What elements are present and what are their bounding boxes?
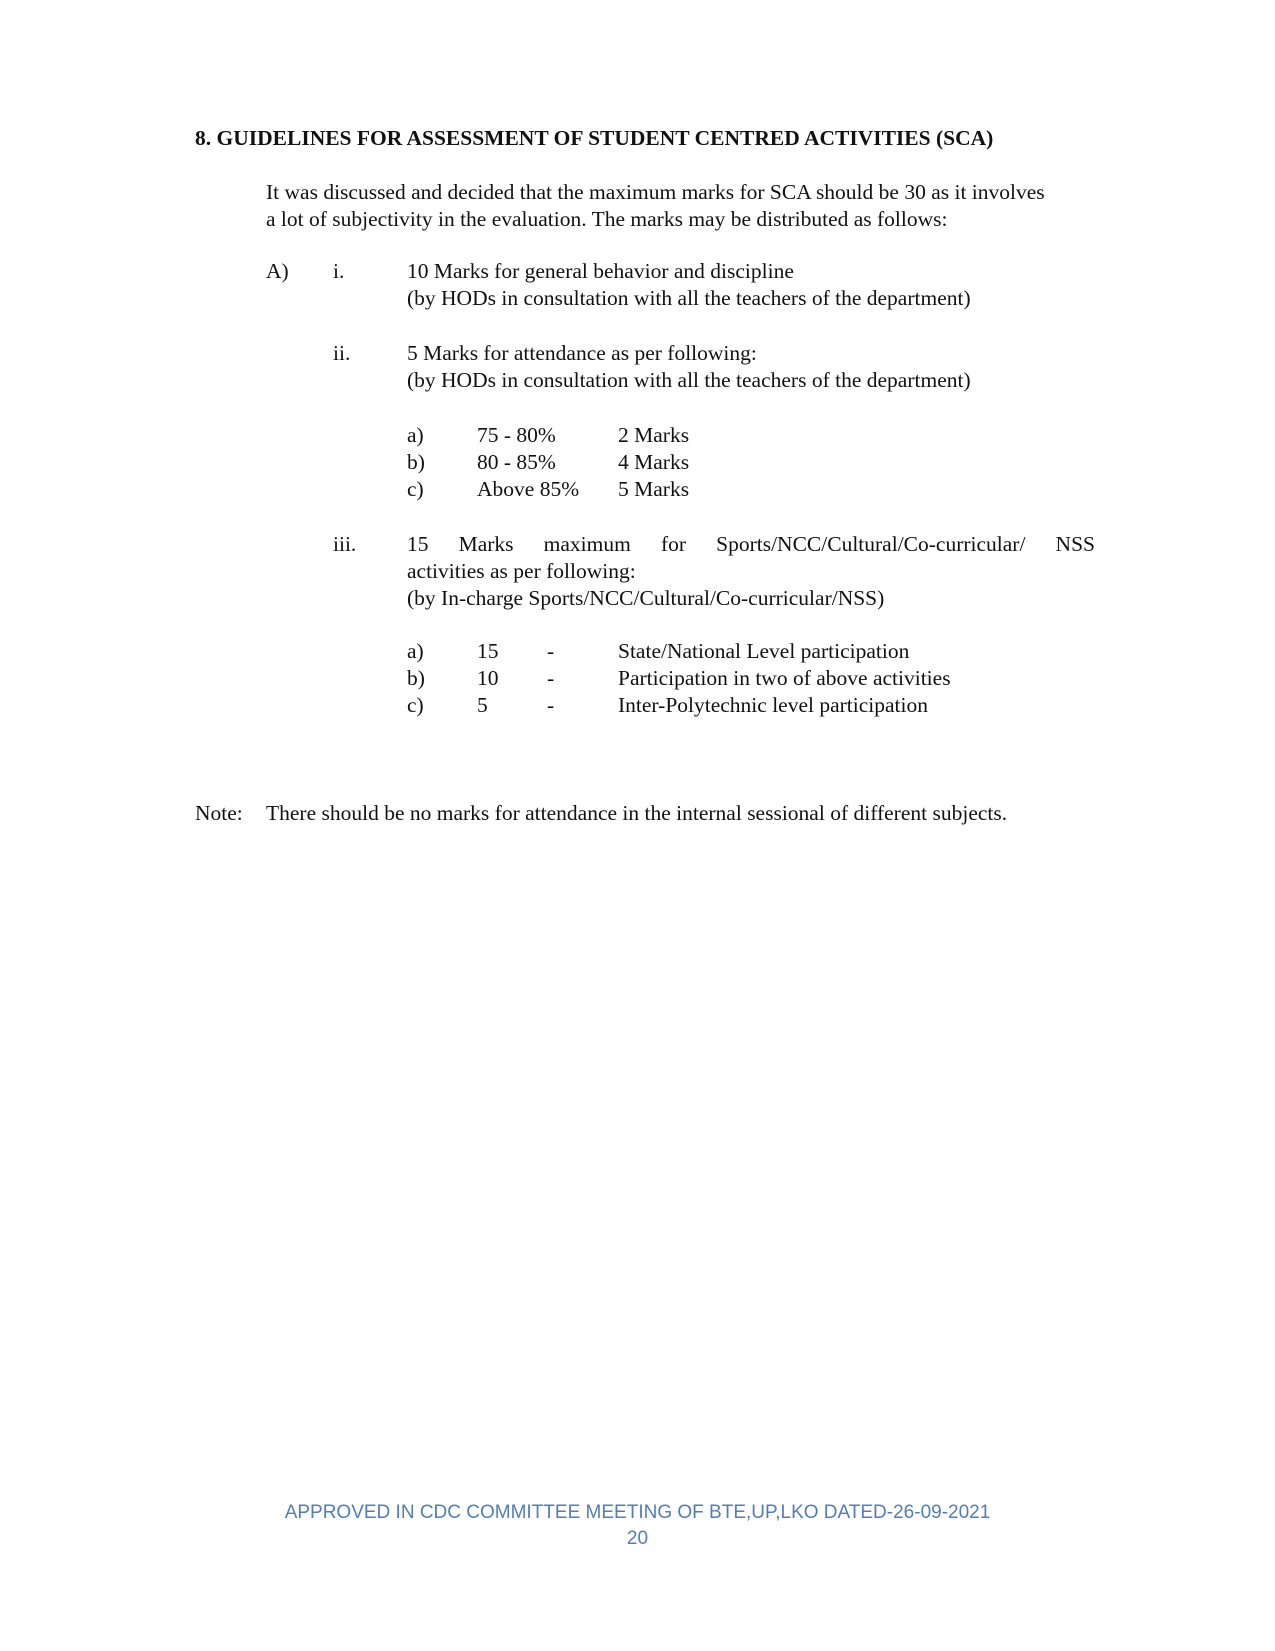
activity-row-a-dash: - bbox=[547, 639, 555, 663]
item-i-number: i. bbox=[333, 259, 345, 283]
activity-row-a-marks: 15 bbox=[477, 639, 499, 663]
item-i-line-2: (by HODs in consultation with all the teachers of the department) bbox=[407, 286, 971, 310]
attendance-row-c-letter: c) bbox=[407, 477, 424, 501]
activity-row-b-dash: - bbox=[547, 666, 555, 690]
activity-row-c-letter: c) bbox=[407, 693, 424, 717]
attendance-row-b-marks: 4 Marks bbox=[618, 450, 690, 474]
activity-row-c-marks: 5 bbox=[477, 693, 488, 717]
note-text: There should be no marks for attendance in the internal sessional of different subjects. bbox=[266, 801, 1008, 825]
intro-line-1: It was discussed and decided that the maximum marks for SCA should be 30 as it involves bbox=[266, 180, 1045, 204]
item-ii-number: ii. bbox=[333, 341, 351, 365]
attendance-row-a-letter: a) bbox=[407, 423, 424, 447]
attendance-row-b-letter: b) bbox=[407, 450, 425, 474]
activity-row-b-marks: 10 bbox=[477, 666, 499, 690]
footer-approval: APPROVED IN CDC COMMITTEE MEETING OF BTE,UP,LKO DATED-26-09-2021 bbox=[284, 1502, 991, 1523]
intro-line-2: a lot of subjectivity in the evaluation. The marks may be distributed as follows: bbox=[266, 207, 948, 231]
activity-row-b-letter: b) bbox=[407, 666, 425, 690]
item-i-line-1: 10 Marks for general behavior and discipline bbox=[407, 259, 794, 283]
intro-paragraph bbox=[266, 179, 1096, 233]
attendance-row-b-range: 80 - 85% bbox=[477, 450, 556, 474]
item-iii-line-3: (by In-charge Sports/NCC/Cultural/Co-curricular/NSS) bbox=[407, 586, 885, 610]
activity-row-a-letter: a) bbox=[407, 639, 424, 663]
part-a-label: A) bbox=[266, 259, 289, 283]
item-iii-line-1: 15 Marks maximum for Sports/NCC/Cultural/Co-curricular/ NSS bbox=[407, 532, 1095, 556]
activity-row-b-desc: Participation in two of above activities bbox=[618, 666, 951, 690]
activity-row-c-dash: - bbox=[547, 693, 555, 717]
item-iii-line-2: activities as per following: bbox=[407, 559, 636, 583]
attendance-row-c-range: Above 85% bbox=[477, 477, 580, 501]
attendance-row-a-marks: 2 Marks bbox=[618, 423, 690, 447]
activity-row-a-desc: State/National Level participation bbox=[618, 639, 910, 663]
attendance-row-c-marks: 5 Marks bbox=[618, 477, 690, 501]
page-number: 20 bbox=[626, 1528, 649, 1549]
note-label: Note: bbox=[195, 801, 243, 825]
item-iii-number: iii. bbox=[333, 532, 357, 556]
item-ii-line-2: (by HODs in consultation with all the teachers of the department) bbox=[407, 368, 971, 392]
attendance-row-a-range: 75 - 80% bbox=[477, 423, 556, 447]
item-ii-line-1: 5 Marks for attendance as per following: bbox=[407, 341, 757, 365]
section-heading: 8. GUIDELINES FOR ASSESSMENT OF STUDENT CENTRED ACTIVITIES (SCA) bbox=[195, 126, 994, 150]
activity-row-c-desc: Inter-Polytechnic level participation bbox=[618, 693, 929, 717]
